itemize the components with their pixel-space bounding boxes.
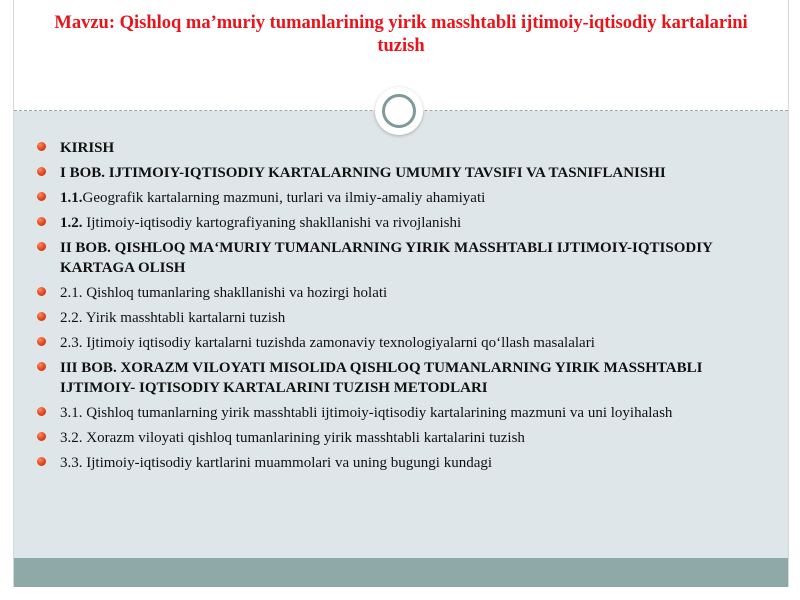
list-item (36, 213, 756, 233)
list-item-text: 3.2. Xorazm viloyati qishloq tumanlarining yirik masshtabli kartalarini tuzish (60, 430, 525, 446)
list-item (36, 238, 756, 278)
list-item-text: 2.3. Ijtimoiy iqtisodiy kartalarni tuzishda zamonaviy texnologiyalarni qo‘llash masalalari (60, 335, 595, 351)
list-item (36, 188, 756, 208)
list-item-text: 3.1. Qishloq tumanlarning yirik masshtabli ijtimoiy-iqtisodiy kartalarining mazmuni va uni loyihalash (60, 405, 673, 421)
list-item-text: KIRISH (60, 140, 115, 156)
slide-title: Mavzu: Qishloq ma’muriy tumanlarining yirik masshtabli ijtimoiy-iqtisodiy kartalarini tuzish (54, 13, 748, 56)
bullet-icon (37, 192, 46, 201)
list-item-number: 1.1. (60, 190, 83, 206)
bullet-icon (37, 242, 46, 251)
list-item-text: 2.2. Yirik masshtabli kartalarni tuzish (60, 310, 286, 326)
bullet-icon (37, 142, 46, 151)
slide (13, 0, 789, 587)
list-item (36, 283, 756, 303)
list-item-number: 1.2. (60, 215, 83, 231)
list-item-text: III BOB. XORAZM VILOYATI MISOLIDA QISHLOQ TUMANLARNING YIRIK MASSHTABLI IJTIMOIY- IQTISODIY KARTALARINI TUZISH METODLARI (60, 360, 703, 396)
list-item-text: II BOB. QISHLOQ MA‘MURIY TUMANLARNING YIRIK MASSHTABLI IJTIMOIY-IQTISODIY KARTAGA OLISH (60, 240, 713, 276)
bullet-icon (37, 362, 46, 371)
list-item (36, 333, 756, 353)
list-item-text: Ijtimoiy-iqtisodiy kartografiyaning shakllanishi va rivojlanishi (82, 215, 462, 231)
ring-ornament-icon (375, 87, 423, 135)
bullet-icon (37, 407, 46, 416)
table-of-contents (36, 138, 756, 478)
list-item-text: 2.1. Qishloq tumanlaring shakllanishi va hozirgi holati (60, 285, 388, 301)
list-item (36, 428, 756, 448)
bullet-icon (37, 457, 46, 466)
bullet-icon (37, 312, 46, 321)
footer-bar (14, 558, 788, 587)
list-item-text: Geografik kartalarning mazmuni, turlari va ilmiy-amaliy ahamiyati (82, 190, 486, 206)
list-item (36, 308, 756, 328)
list-item (36, 453, 756, 473)
list-item (36, 358, 756, 398)
list-item-text: 3.3. Ijtimoiy-iqtisodiy kartlarini muammolari va uning bugungi kundagi (60, 455, 493, 471)
bullet-icon (37, 167, 46, 176)
bullet-icon (37, 432, 46, 441)
bullet-icon (37, 337, 46, 346)
list-item (36, 403, 756, 423)
list-item (36, 138, 756, 158)
list-item (36, 163, 756, 183)
bullet-icon (37, 217, 46, 226)
list-item-text: I BOB. IJTIMOIY-IQTISODIY KARTALARNING UMUMIY TAVSIFI VA TASNIFLANISHI (60, 165, 666, 181)
bullet-icon (37, 287, 46, 296)
